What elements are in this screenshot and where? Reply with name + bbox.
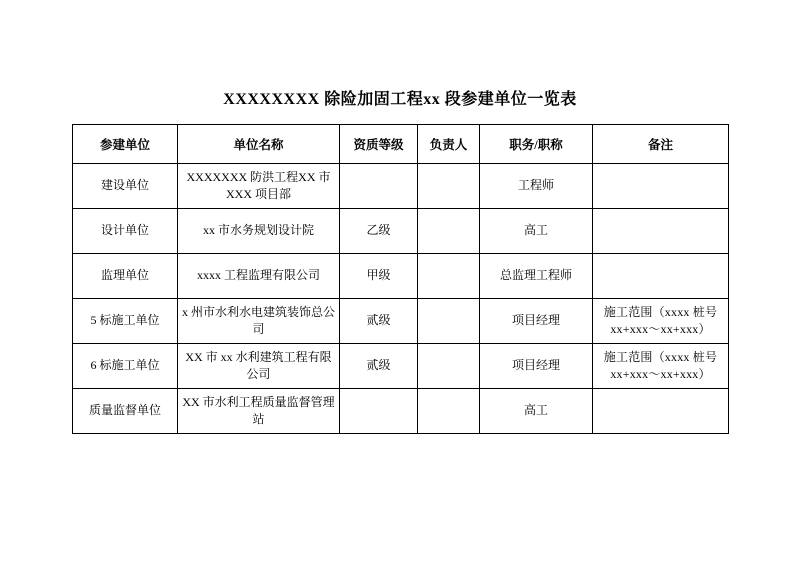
column-header-manager: 负责人 bbox=[418, 125, 480, 164]
cell-qualification bbox=[340, 164, 418, 209]
table-row bbox=[73, 389, 729, 434]
cell-unit-role: 设计单位 bbox=[73, 209, 178, 254]
column-header-note: 备注 bbox=[593, 125, 729, 164]
cell-note: 施工范围（xxxx 桩号xx+xxx～xx+xxx） bbox=[593, 344, 729, 389]
cell-position: 高工 bbox=[480, 389, 593, 434]
cell-qualification bbox=[340, 389, 418, 434]
cell-manager bbox=[418, 344, 480, 389]
cell-unit-role: 监理单位 bbox=[73, 254, 178, 299]
column-header-unit-role: 参建单位 bbox=[73, 125, 178, 164]
page-title: XXXXXXXX 除险加固工程xx 段参建单位一览表 bbox=[223, 91, 577, 108]
cell-manager bbox=[418, 164, 480, 209]
cell-note bbox=[593, 254, 729, 299]
table-header-row bbox=[73, 125, 729, 164]
cell-qualification: 乙级 bbox=[340, 209, 418, 254]
cell-manager bbox=[418, 299, 480, 344]
cell-note: 施工范围（xxxx 桩号xx+xxx～xx+xxx） bbox=[593, 299, 729, 344]
cell-unit-name: xxxx 工程监理有限公司 bbox=[178, 254, 340, 299]
cell-qualification: 贰级 bbox=[340, 344, 418, 389]
cell-unit-name: XX 市 xx 水利建筑工程有限公司 bbox=[178, 344, 340, 389]
cell-unit-name: XXXXXXX 防洪工程XX 市XXX 项目部 bbox=[178, 164, 340, 209]
cell-position: 项目经理 bbox=[480, 344, 593, 389]
table-row bbox=[73, 209, 729, 254]
cell-qualification: 贰级 bbox=[340, 299, 418, 344]
cell-qualification: 甲级 bbox=[340, 254, 418, 299]
table-row bbox=[73, 254, 729, 299]
cell-position: 总监理工程师 bbox=[480, 254, 593, 299]
cell-unit-name: XX 市水利工程质量监督管理站 bbox=[178, 389, 340, 434]
cell-unit-name: xx 市水务规划设计院 bbox=[178, 209, 340, 254]
cell-position: 工程师 bbox=[480, 164, 593, 209]
table-row bbox=[73, 164, 729, 209]
cell-unit-role: 建设单位 bbox=[73, 164, 178, 209]
table-row bbox=[73, 344, 729, 389]
cell-note bbox=[593, 209, 729, 254]
column-header-position: 职务/职称 bbox=[480, 125, 593, 164]
cell-note bbox=[593, 164, 729, 209]
cell-unit-role: 5 标施工单位 bbox=[73, 299, 178, 344]
cell-unit-name: x 州市水利水电建筑装饰总公司 bbox=[178, 299, 340, 344]
cell-note bbox=[593, 389, 729, 434]
cell-manager bbox=[418, 389, 480, 434]
cell-unit-role: 质量监督单位 bbox=[73, 389, 178, 434]
column-header-qualification: 资质等级 bbox=[340, 125, 418, 164]
cell-manager bbox=[418, 209, 480, 254]
cell-manager bbox=[418, 254, 480, 299]
table-row bbox=[73, 299, 729, 344]
cell-position: 高工 bbox=[480, 209, 593, 254]
column-header-unit-name: 单位名称 bbox=[178, 125, 340, 164]
cell-position: 项目经理 bbox=[480, 299, 593, 344]
participating-units-table bbox=[72, 124, 729, 434]
cell-unit-role: 6 标施工单位 bbox=[73, 344, 178, 389]
